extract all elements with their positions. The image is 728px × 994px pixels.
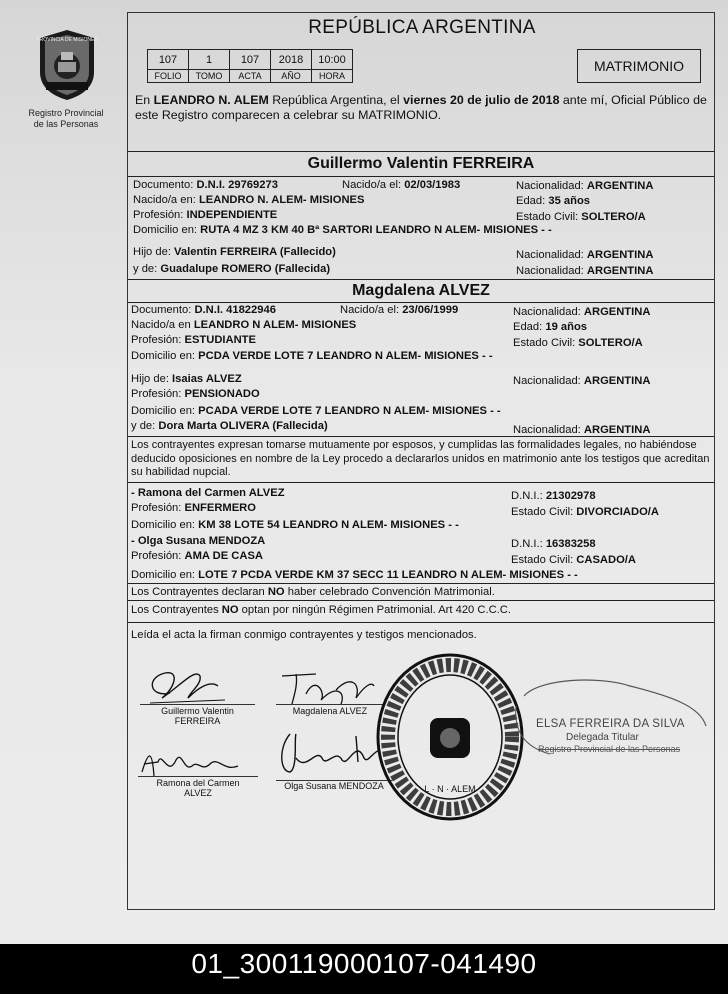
spouse2-name: Magdalena ALVEZ xyxy=(352,282,490,299)
spouse2-father: Hijo de: Isaias ALVEZ xyxy=(131,373,242,385)
intro-paragraph: En LEANDRO N. ALEM República Argentina, el viernes 20 de julio de 2018 ante mí, Oficial Público de este Registro comparecen a celebrar su MATRIMONIO. xyxy=(135,93,707,122)
spouse1-mother-nationality: Nacionalidad: ARGENTINA xyxy=(516,265,654,277)
folio-label: FOLIO xyxy=(148,70,189,83)
tomo-label: TOMO xyxy=(189,70,230,83)
witness2-address: Domicilio en: LOTE 7 PCDA VERDE KM 37 SECC 11 LEANDRO N ALEM- MISIONES - - xyxy=(131,569,578,581)
act-type-box: MATRIMONIO xyxy=(577,49,701,83)
spouse2-father-address: Domicilio en: PCADA VERDE LOTE 7 LEANDRO N ALEM- MISIONES - - xyxy=(131,405,501,417)
spouse1-age: Edad: 35 años xyxy=(516,195,591,207)
spouse2-profession: Profesión: ESTUDIANTE xyxy=(131,334,256,346)
signature-4-icon xyxy=(276,728,386,780)
org-name-line1: Registro Provincial xyxy=(28,108,104,118)
signature-2-icon xyxy=(276,664,376,708)
spouse1-civil-status: Estado Civil: SOLTERO/A xyxy=(516,211,646,223)
registry-table xyxy=(147,49,353,83)
closing-statement: Leída el acta la firman conmigo contrayentes y testigos mencionados. xyxy=(131,629,477,641)
spouse2-nationality: Nacionalidad: ARGENTINA xyxy=(513,306,651,318)
province-emblem-icon xyxy=(36,28,98,102)
witness1-profession: Profesión: ENFERMERO xyxy=(131,502,256,514)
convention-statement: Los Contrayentes declaran NO haber celebrado Convención Matrimonial. xyxy=(131,586,495,598)
witness2-name: - Olga Susana MENDOZA xyxy=(131,535,266,547)
witness1-address: Domicilio en: KM 38 LOTE 54 LEANDRO N ALEM- MISIONES - - xyxy=(131,519,459,531)
divider xyxy=(128,151,714,152)
regime-statement: Los Contrayentes NO optan por ningún Régimen Patrimonial. Art 420 C.C.C. xyxy=(131,604,511,616)
intro-place: LEANDRO N. ALEM xyxy=(153,93,269,107)
anio-value: 2018 xyxy=(271,50,312,70)
spouse2-father-nationality: Nacionalidad: ARGENTINA xyxy=(513,375,651,387)
spouse2-born-in: Nacido/a en LEANDRO N ALEM- MISIONES xyxy=(131,319,357,331)
signature-3-icon xyxy=(138,742,248,780)
svg-text:L · N · ALEM: L · N · ALEM xyxy=(424,784,476,794)
signature-2-line xyxy=(276,704,384,705)
signature-1-line xyxy=(140,704,255,705)
spouse2-age: Edad: 19 años xyxy=(513,321,588,333)
spouse2-address: Domicilio en: PCDA VERDE LOTE 7 LEANDRO N ALEM- MISIONES - - xyxy=(131,350,493,362)
intro-date: viernes 20 de julio de 2018 xyxy=(403,93,560,107)
hora-value: 10:00 xyxy=(312,50,353,70)
anio-label: AÑO xyxy=(271,70,312,83)
spouse1-father: Hijo de: Valentin FERREIRA (Fallecido) xyxy=(133,246,336,258)
emblem-text: PROVINCIA DE MISIONES xyxy=(36,37,98,43)
hora-label: HORA xyxy=(312,70,353,83)
divider xyxy=(128,482,714,483)
spouse1-address: Domicilio en: RUTA 4 MZ 3 KM 40 Bª SARTORI LEANDRO N ALEM- MISIONES - - xyxy=(133,224,552,236)
divider xyxy=(128,176,714,177)
spouse1-profession: Profesión: INDEPENDIENTE xyxy=(133,209,278,221)
witness1-dni: D.N.I.: 21302978 xyxy=(511,490,596,502)
official-seal-icon xyxy=(374,652,526,822)
org-name-line2: de las Personas xyxy=(33,119,99,129)
official-org: Registro Provincial de las Personas xyxy=(538,744,681,754)
page-title: REPÚBLICA ARGENTINA xyxy=(308,17,536,38)
folio-value: 107 xyxy=(148,50,189,70)
signature-1-icon xyxy=(140,658,230,708)
divider xyxy=(128,436,714,437)
spouse1-mother: y de: Guadalupe ROMERO (Fallecida) xyxy=(133,263,331,275)
org-name xyxy=(16,108,116,130)
acta-value: 107 xyxy=(230,50,271,70)
witness2-profession: Profesión: AMA DE CASA xyxy=(131,550,264,562)
divider xyxy=(128,302,714,303)
document-id: 01_300119000107-041490 xyxy=(191,948,537,979)
signature-2-label: Magdalena ALVEZ xyxy=(292,706,368,716)
signature-3-label: Ramona del Carmen ALVEZ xyxy=(156,778,240,798)
spouse2-mother-nationality: Nacionalidad: ARGENTINA xyxy=(513,424,651,436)
declaration-paragraph: Los contrayentes expresan tomarse mutuamente por esposos, y cumplidas las formalidades legales, no habiéndose deducido oposiciones en nombre de la Ley procedo a declararlos unidos en matrimonio ante los testigos que acreditan su habilidad nupcial. xyxy=(131,439,710,479)
spouse1-nationality: Nacionalidad: ARGENTINA xyxy=(516,180,654,192)
spouse1-born-in: Nacido/a en: LEANDRO N. ALEM- MISIONES xyxy=(133,194,365,206)
witness1-civil-status: Estado Civil: DIVORCIADO/A xyxy=(511,506,659,518)
spouse2-doc: Documento: D.N.I. 41822946 xyxy=(131,304,276,316)
spouse2-father-profession: Profesión: PENSIONADO xyxy=(131,388,260,400)
witness1-name: - Ramona del Carmen ALVEZ xyxy=(131,487,285,499)
tomo-value: 1 xyxy=(189,50,230,70)
spouse2-mother: y de: Dora Marta OLIVERA (Fallecida) xyxy=(131,420,328,432)
official-title: Delegada Titular xyxy=(566,732,639,743)
signature-3-line xyxy=(138,776,258,777)
spouse1-birth: Nacido/a el: 02/03/1983 xyxy=(342,179,461,191)
official-name: ELSA FERREIRA DA SILVA xyxy=(536,718,685,730)
divider xyxy=(128,600,714,601)
divider xyxy=(128,622,714,623)
acta-label: ACTA xyxy=(230,70,271,83)
spouse1-father-nationality: Nacionalidad: ARGENTINA xyxy=(516,249,654,261)
spouse2-birth: Nacido/a el: 23/06/1999 xyxy=(340,304,459,316)
spouse2-civil-status: Estado Civil: SOLTERO/A xyxy=(513,337,643,349)
witness2-civil-status: Estado Civil: CASADO/A xyxy=(511,554,636,566)
signature-1-label: Guillermo Valentin FERREIRA xyxy=(161,706,234,726)
divider xyxy=(128,583,714,584)
spouse1-name: Guillermo Valentin FERREIRA xyxy=(307,155,535,172)
spouse1-doc: Documento: D.N.I. 29769273 xyxy=(133,179,278,191)
witness2-dni: D.N.I.: 16383258 xyxy=(511,538,596,550)
divider xyxy=(128,279,714,280)
signature-4-label: Olga Susana MENDOZA xyxy=(284,781,384,791)
